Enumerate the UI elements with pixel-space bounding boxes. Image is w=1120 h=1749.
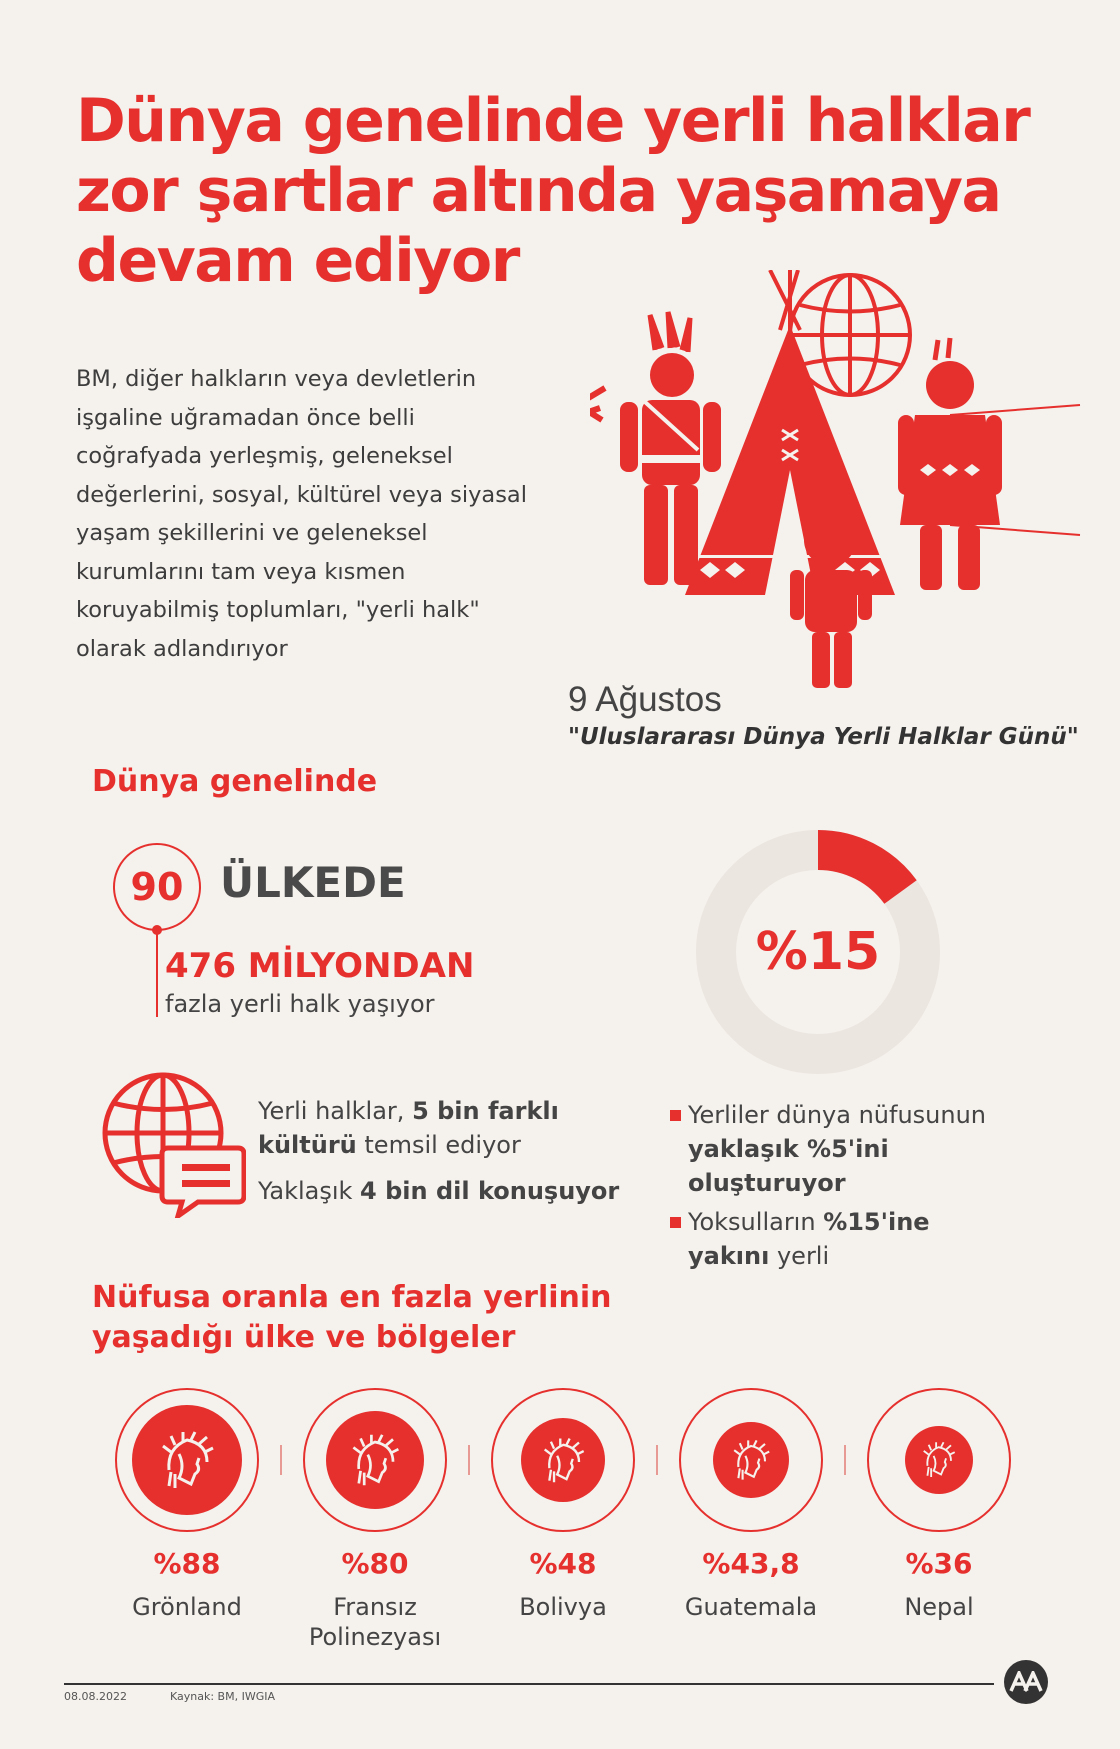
connector-dot [152, 925, 162, 935]
footer-divider [64, 1683, 994, 1685]
region-circle [303, 1388, 447, 1532]
region-name: Guatemala [684, 1593, 818, 1621]
region-separator [280, 1445, 282, 1475]
globe-chat-icon [98, 1068, 246, 1218]
connector-line [156, 931, 158, 1017]
regions-heading: Nüfusa oranla en fazla yerlinin yaşadığı ülke ve bölgeler [92, 1280, 612, 1355]
region-fill [326, 1411, 424, 1509]
intro-line: kurumlarını tam veya kısmen [76, 558, 406, 585]
language-line: Yaklaşık 4 bin dil konuşuyor [258, 1177, 620, 1205]
intro-line: işgaline uğramadan önce belli [76, 404, 415, 431]
region-percent: %88 [153, 1547, 221, 1580]
chief-head-icon [540, 1437, 587, 1484]
region-separator [844, 1445, 846, 1475]
intro-line: yaşam şekillerini ve geleneksel [76, 520, 428, 546]
date-name: "Uluslararası Dünya Yerli Halklar Günü" [568, 724, 1079, 750]
region-separator [656, 1445, 658, 1475]
intro-line: değerlerini, sosyal, kültürel veya siyasal [76, 481, 527, 508]
region-percent: %43,8 [702, 1547, 800, 1580]
aa-logo [1004, 1660, 1048, 1704]
population-sub: fazla yerli halk yaşıyor [165, 990, 435, 1018]
region-name: Grönland [132, 1593, 242, 1621]
chief-head-icon [348, 1433, 402, 1487]
page-title [76, 86, 1076, 296]
region-circle [867, 1388, 1011, 1532]
intro-paragraph [76, 360, 596, 668]
region-name: Fransız Polinezyası [308, 1593, 442, 1651]
culture-line-1: Yerli halklar, 5 bin farklı [258, 1097, 559, 1125]
intro-line: BM, diğer halkların veya devletlerin [76, 366, 477, 392]
chief-head-icon [157, 1430, 217, 1490]
bullet-marker [670, 1217, 681, 1228]
aa-logo-mark [1009, 1671, 1043, 1693]
bullet-population: Yerliler dünya nüfusunun yaklaşık %5'ini oluşturuyor [688, 1098, 1018, 1200]
title-line-2: zor şartlar altında yaşamaya [76, 156, 1001, 226]
region-separator [468, 1445, 470, 1475]
chief-head-icon [920, 1441, 957, 1478]
region-fill [713, 1422, 789, 1498]
region-percent: %36 [905, 1547, 973, 1580]
title-line-1: Dünya genelinde yerli halklar [76, 86, 1030, 156]
population-value: 476 MİLYONDAN [165, 946, 475, 986]
region-circle [115, 1388, 259, 1532]
region-circle [679, 1388, 823, 1532]
title-line-3: devam ediyor [76, 226, 519, 296]
country-count: 90 [113, 843, 201, 931]
region-percent: %80 [341, 1547, 409, 1580]
region-fill [521, 1418, 605, 1502]
teepee-family-illustration [590, 270, 1090, 690]
culture-line-2: kültürü temsil ediyor [258, 1131, 521, 1159]
chief-head-icon [730, 1439, 772, 1481]
intro-line: koruyabilmiş toplumları, "yerli halk" [76, 597, 480, 623]
region-circle [491, 1388, 635, 1532]
intro-line: coğrafyada yerleşmiş, geleneksel [76, 443, 453, 469]
country-label: ÜLKEDE [220, 858, 406, 907]
donut-value: %15 [755, 922, 881, 982]
date-day: 9 Ağustos [568, 680, 722, 719]
bullet-marker [670, 1110, 681, 1121]
intro-line: olarak adlandırıyor [76, 635, 288, 662]
region-fill [132, 1405, 242, 1515]
region-name: Nepal [904, 1593, 974, 1621]
donut-slice [818, 850, 901, 892]
region-percent: %48 [529, 1547, 597, 1580]
footer-source: Kaynak: BM, IWGIA [170, 1690, 275, 1703]
world-heading: Dünya genelinde [92, 764, 378, 799]
bullet-poverty: Yoksulların %15'ine yakını yerli [688, 1205, 1018, 1273]
region-name: Bolivya [519, 1593, 607, 1621]
region-fill [905, 1426, 973, 1494]
footer-date: 08.08.2022 [64, 1690, 127, 1703]
